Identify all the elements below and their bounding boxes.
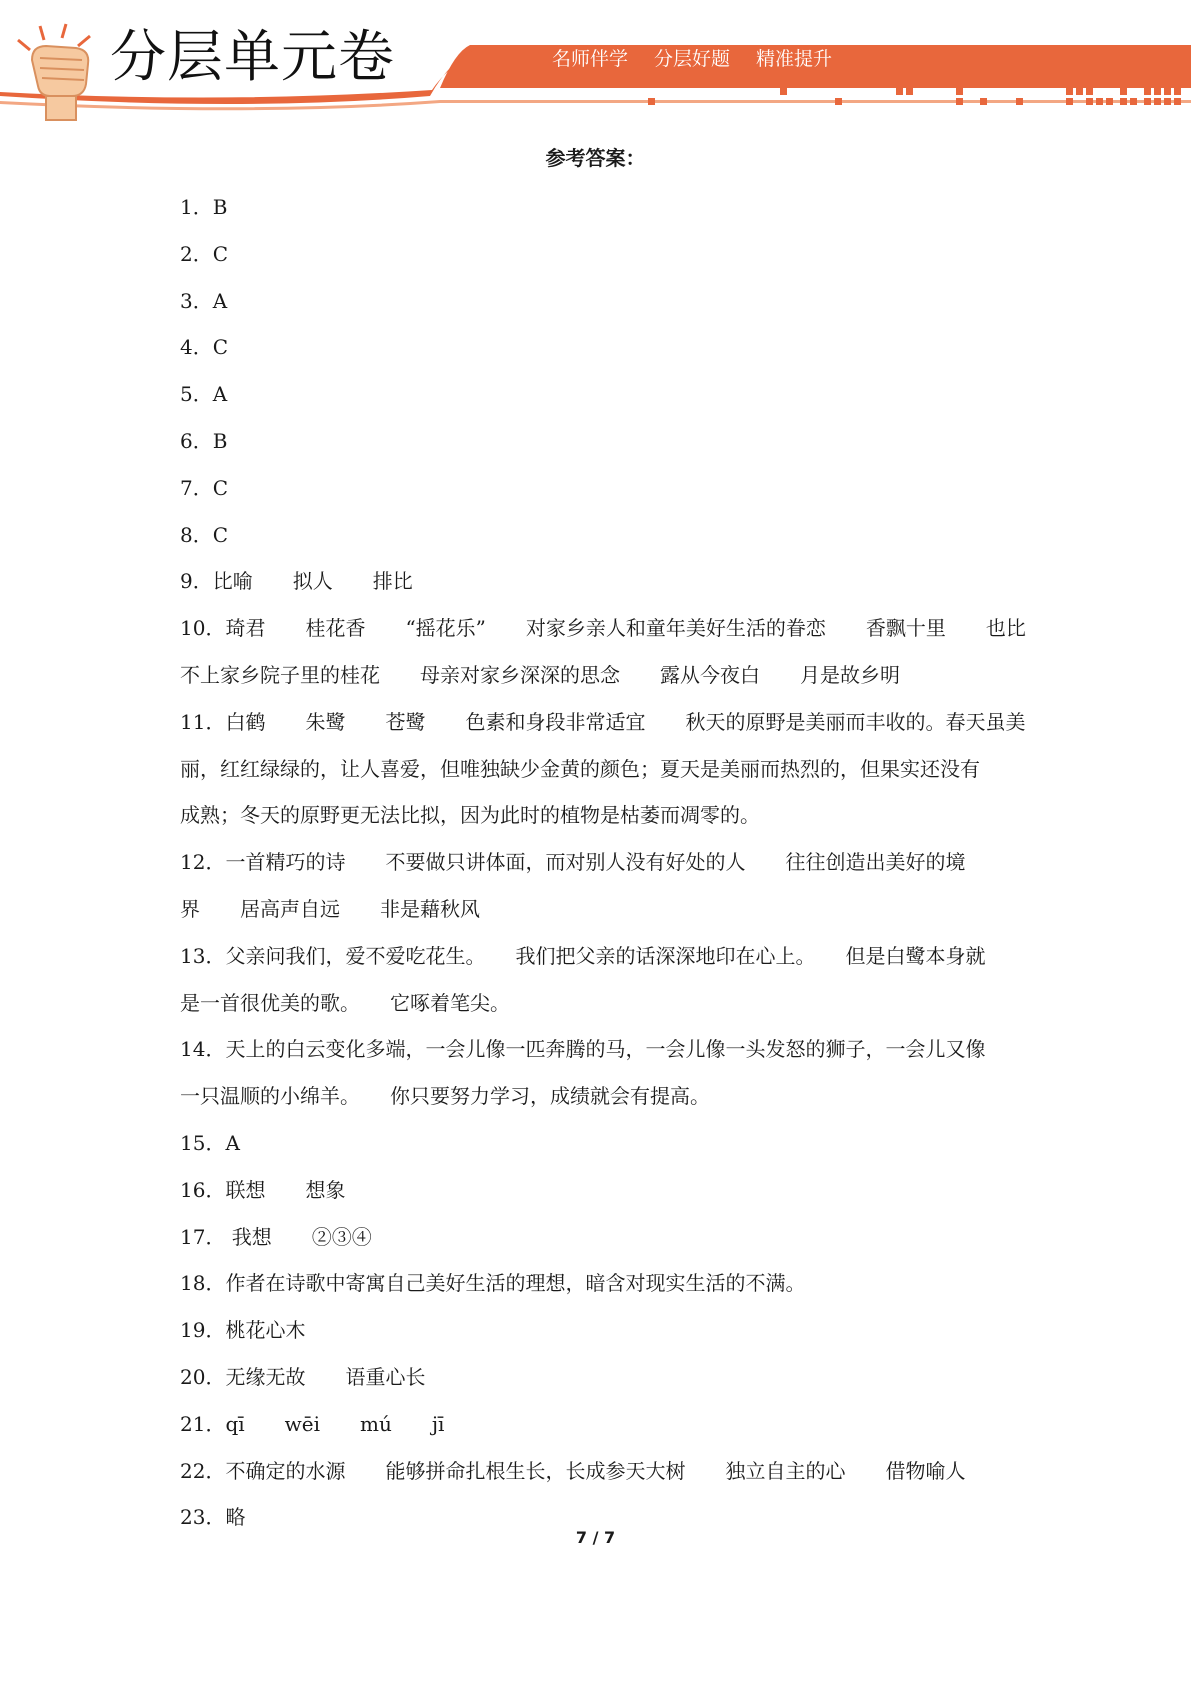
answer-text: 一首精巧的诗 不要做只讲体面，而对别人没有好处的人 往往创造出美好的境: [225, 850, 966, 875]
answer-line: [180, 792, 1010, 839]
answer-line: [180, 1307, 1010, 1354]
answer-text: 比喻 拟人 排比: [212, 569, 413, 594]
answer-number: 18．: [180, 1271, 226, 1296]
page-number: 7 / 7: [575, 1528, 616, 1547]
answer-number: 23．: [180, 1505, 226, 1530]
answer-number: 21．: [180, 1411, 226, 1436]
answer-line: [180, 418, 1010, 465]
answer-item: [180, 1167, 1010, 1214]
answer-item: [180, 933, 1010, 1027]
answer-line: [180, 1167, 1010, 1214]
answer-text: 我想 ②③④: [225, 1224, 372, 1249]
answer-item: [180, 465, 1010, 512]
answer-text: qī wēi mú jī: [225, 1411, 445, 1436]
answer-item: [180, 324, 1010, 371]
answer-text: A: [212, 382, 228, 407]
answer-item: [180, 605, 1026, 699]
answer-text: 界 居高声自远 非是藉秋风: [180, 896, 480, 921]
answer-item: [180, 1260, 1010, 1307]
answer-item: [180, 1026, 1010, 1120]
answer-line: [180, 886, 1010, 933]
answer-text: 一只温顺的小绵羊。 你只要努力学习，成绩就会有提高。: [180, 1084, 710, 1109]
answer-line: [180, 1026, 1010, 1073]
answer-item: [180, 1120, 1010, 1167]
answer-line: [180, 839, 1010, 886]
answer-number: 17．: [180, 1224, 226, 1249]
answer-item: [180, 371, 1010, 418]
answer-number: 14．: [180, 1037, 226, 1062]
answer-text: 不确定的水源 能够拼命扎根生长，长成参天大树 独立自主的心 借物喻人: [225, 1458, 966, 1483]
answer-text: C: [212, 335, 229, 360]
answer-item: [180, 1401, 1010, 1448]
answer-number: 10．: [180, 616, 226, 641]
answer-line: [180, 278, 1010, 325]
answer-text: C: [212, 522, 229, 547]
answer-item: [180, 839, 1010, 933]
answer-line: [180, 465, 1010, 512]
answer-item: [180, 558, 1010, 605]
answer-text: 不上家乡院子里的桂花 母亲对家乡深深的思念 露从今夜白 月是故乡明: [180, 662, 900, 687]
answer-line: [180, 605, 1026, 652]
answer-line: [180, 231, 1010, 278]
slogan-item: 名师伴学: [552, 48, 629, 70]
answer-line: [180, 980, 1010, 1027]
answer-key-heading: 参考答案：: [545, 146, 646, 170]
answer-line: [180, 1120, 1010, 1167]
answer-line: [180, 512, 1010, 559]
answer-text: 琦君 桂花香 “摇花乐” 对家乡亲人和童年美好生活的眷恋 香飘十里 也比: [225, 616, 1026, 641]
answer-item: [180, 1214, 1010, 1261]
answer-number: 8．: [180, 522, 213, 547]
answer-text: 白鹤 朱鹭 苍鹭 色素和身段非常适宜 秋天的原野是美丽而丰收的。春天虽美: [225, 709, 1026, 734]
answer-line: [180, 1214, 1010, 1261]
answer-number: 15．: [180, 1130, 226, 1155]
answer-number: 7．: [180, 475, 213, 500]
answer-item: [180, 1354, 1010, 1401]
answer-text: 作者在诗歌中寄寓自己美好生活的理想，暗含对现实生活的不满。: [225, 1271, 806, 1296]
answer-number: 12．: [180, 850, 226, 875]
answer-text: 成熟；冬天的原野更无法比拟，因为此时的植物是枯萎而凋零的。: [180, 803, 760, 828]
answer-text: 丽，红红绿绿的，让人喜爱，但唯独缺少金黄的颜色；夏天是美丽而热烈的，但果实还没有: [180, 756, 980, 781]
answer-number: 2．: [180, 241, 213, 266]
answer-item: [180, 1448, 1010, 1495]
answer-line: [180, 1448, 1010, 1495]
slogan-item: 精准提升: [756, 48, 833, 70]
answer-line: [180, 1073, 1010, 1120]
answer-text: 桃花心木: [225, 1318, 306, 1343]
answer-item: [180, 278, 1010, 325]
answer-number: 4．: [180, 335, 213, 360]
brand-title: 分层单元卷: [110, 25, 395, 90]
answer-number: 19．: [180, 1318, 226, 1343]
answer-text: 联想 想象: [225, 1177, 346, 1202]
answer-number: 6．: [180, 428, 213, 453]
answer-line: [180, 699, 1026, 746]
answer-text: A: [225, 1130, 240, 1155]
answer-text: B: [212, 428, 228, 453]
answer-item: [180, 699, 1026, 839]
slogan-bar: [552, 44, 832, 74]
answer-text: 天上的白云变化多端，一会儿像一匹奔腾的马，一会儿像一头发怒的狮子，一会儿又像: [225, 1037, 986, 1062]
answer-number: 13．: [180, 943, 226, 968]
answer-line: [180, 324, 1010, 371]
answer-text: B: [212, 195, 228, 219]
answer-number: 22．: [180, 1458, 226, 1483]
answer-number: 20．: [180, 1364, 226, 1389]
answer-number: 9．: [180, 569, 213, 594]
answer-number: 16．: [180, 1177, 226, 1202]
answer-item: [180, 512, 1010, 559]
answer-list: [180, 184, 1026, 1541]
answer-line: [180, 652, 1010, 699]
answer-line: [180, 1260, 1010, 1307]
answer-line: [180, 933, 1010, 980]
answer-number: 1．: [180, 195, 213, 219]
answer-item: [180, 1307, 1010, 1354]
answer-number: 5．: [180, 382, 213, 407]
answer-number: 3．: [180, 288, 213, 313]
answer-line: [180, 371, 1010, 418]
answer-text: C: [212, 241, 229, 266]
answer-text: 无缘无故 语重心长: [225, 1364, 426, 1389]
slogan-item: 分层好题: [654, 48, 731, 70]
answer-line: [180, 1354, 1010, 1401]
answer-line: [180, 558, 1010, 605]
answer-text: 父亲问我们，爱不爱吃花生。 我们把父亲的话深深地印在心上。 但是白鹭本身就: [225, 943, 986, 968]
answer-number: 11．: [180, 709, 226, 734]
answer-item: [180, 418, 1010, 465]
answer-text: 是一首很优美的歌。 它啄着笔尖。: [180, 990, 510, 1015]
answer-item: [180, 231, 1010, 278]
answer-text: C: [212, 475, 229, 500]
answer-line: [180, 1401, 1010, 1448]
answer-item: [180, 184, 1010, 231]
answer-text: 略: [225, 1505, 246, 1530]
page-header: [0, 0, 1191, 125]
answer-line: [180, 746, 1010, 793]
answer-text: A: [212, 288, 228, 313]
answer-line: [180, 184, 1010, 231]
